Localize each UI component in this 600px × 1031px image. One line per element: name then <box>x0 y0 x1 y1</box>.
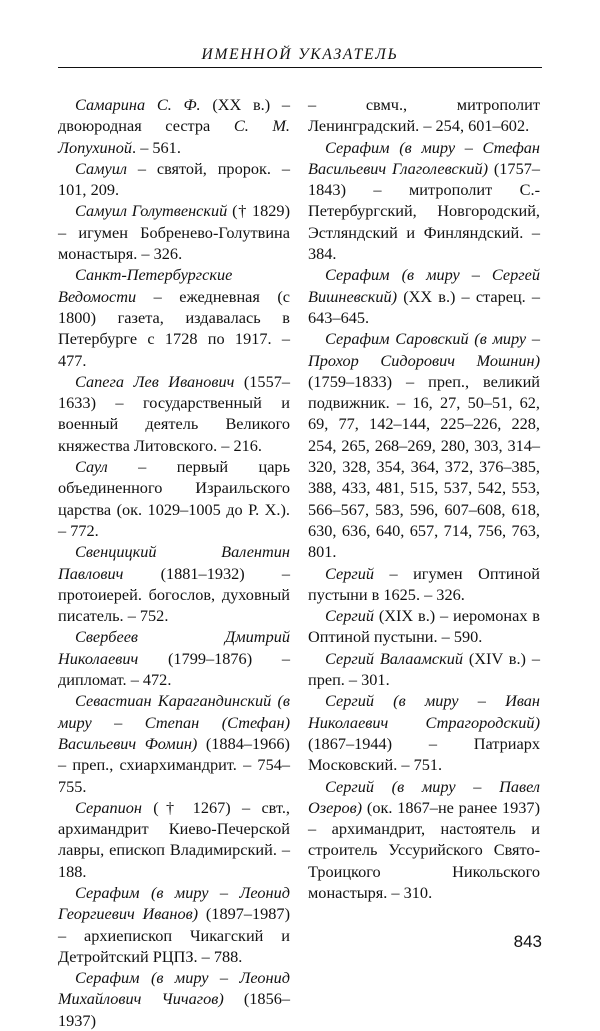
entry-text: – ежедневная (с 1800) газета, издавалась в Петербурге с 1728 по 1917. – 477. <box>58 286 290 370</box>
entry-text: († 1829) – игумен Бобренево-Голутвина монастыря. – 326. <box>58 201 290 264</box>
entry-name: Серапион <box>75 797 142 817</box>
running-header: ИМЕННОЙ УКАЗАТЕЛЬ <box>201 46 399 63</box>
entry-text: (1759–1833) – преп., великий подвижник. – 16, 27, 50–51, 62, 69, 77, 142–144, 225–226, 228, 254, 265, 268–269, 280, 303, 314–320, 328, 354, 364, 372, 376–385, 388, 433, 481, 515, 537, 542, 553, 566–567, 583, 596, 607–608, 618, 630, 636, 640, 657, 714, 756, 763, 801. <box>308 371 540 562</box>
entry-name: Сергий (в миру – Иван Николаевич Страгородский) <box>308 691 540 732</box>
index-entry <box>308 264 540 328</box>
entry-name: Серафим (в миру – Сергей Вишневский) <box>308 265 540 306</box>
entry-name: Сергий (в миру – Павел Озеров) <box>308 776 540 817</box>
index-entry <box>308 328 540 562</box>
entry-text: (1881–1932) – протоиерей. богослов, духовный писатель. – 752. <box>58 563 290 626</box>
index-entry <box>58 541 290 626</box>
entry-name: Самуил Голутвенский <box>75 201 228 221</box>
entry-text: (XIV в.) – преп. – 301. <box>308 648 540 690</box>
entry-text: (1867–1944) – Патриарх Московский. – 751. <box>308 733 540 775</box>
entry-name: Сергий Валаамский <box>325 648 464 668</box>
entry-text: (1856–1937) <box>58 989 290 1030</box>
entry-name: Серафим (в миру – Леонид Георгиевич Иванов) <box>58 882 290 924</box>
index-entry <box>58 456 290 541</box>
index-entry <box>308 690 540 775</box>
entry-name: Сергий <box>325 606 374 626</box>
index-entry <box>58 882 290 967</box>
index-entry <box>58 690 290 796</box>
index-entry <box>308 648 540 691</box>
entry-name: Саул <box>75 457 108 477</box>
entry-text: (ок. 1867–не ранее 1937) – архимандрит, настоятель и строитель Уссурийского Свято-Троицкого Никольского монастыря. – 310. <box>308 797 540 902</box>
index-entry <box>58 200 290 264</box>
index-entry <box>308 563 540 606</box>
entry-text: (1884–1966) – преп., схиархимандрит. – 754–755. <box>58 733 290 796</box>
header-rule <box>58 67 542 68</box>
entry-text: – игумен Оптиной пустыни в 1625. – 326. <box>308 563 540 604</box>
entry-text: – свмч., митрополит Ленинградский. – 254, 601–602. <box>308 95 540 136</box>
index-entry <box>308 605 540 648</box>
entry-name: Самуил <box>75 158 127 178</box>
entry-name: Серафим (в миру – Стефан Васильевич Глаголевский) <box>308 137 540 178</box>
entry-name: Сапега Лев Иванович <box>75 371 235 391</box>
page-number: 843 <box>513 932 542 951</box>
index-entry-continued <box>308 94 540 137</box>
entry-name: Свербеев Дмитрий Николаевич <box>58 627 290 668</box>
entry-text: – святой, пророк. – 101, 209. <box>58 158 290 200</box>
entry-text: († 1267) – свт., архимандрит Киево-Печерской лавры, епископ Владимирский. – 188. <box>58 797 290 881</box>
entry-text: (XIX в.) – иеромонах в Оптиной пустыни. – 590. <box>308 606 540 647</box>
index-entry <box>58 264 290 370</box>
index-entry <box>58 797 290 882</box>
entry-name: Свенцицкий Валентин Павлович <box>58 542 290 583</box>
entry-name: Серафим (в миру – Леонид Михайлович Чичагов) <box>58 968 290 1009</box>
entry-text: (1897–1987) – архиепископ Чикагский и Детройтский РЦПЗ. – 788. <box>58 904 290 966</box>
entry-name: С. М. Лопухиной <box>58 116 290 157</box>
entry-name: Сергий <box>325 563 374 583</box>
index-entry <box>308 776 540 904</box>
entry-text: (XX в.) – двоюродная сестра <box>58 95 290 136</box>
left-column <box>58 94 290 1031</box>
index-entry <box>58 94 290 158</box>
right-column <box>308 94 540 903</box>
index-entry <box>58 371 290 456</box>
entry-text: (1799–1876) – дипломат. – 472. <box>58 648 290 690</box>
entry-name: Санкт-Петербургские Ведомости <box>58 265 233 306</box>
index-entry <box>308 137 540 265</box>
entry-text: (1757–1843) – митрополит С.-Петербургский, Новгородский, Эстляндский и Финляндский. – 384. <box>308 158 540 264</box>
index-entry <box>58 626 290 690</box>
entry-text: (1557–1633) – государственный и военный деятель Великого княжества Литовского. – 216. <box>58 371 290 455</box>
entry-name: Севастиан Карагандинский (в миру – Степан (Стефан) Васильевич Фомин) <box>58 691 290 753</box>
entry-text: – первый царь объединенного Израильского царства (ок. 1029–1005 до Р. Х.). – 772. <box>58 457 290 540</box>
index-entry <box>58 158 290 201</box>
entry-name: Самарина С. Ф. <box>75 95 201 114</box>
entry-text: (XX в.) – старец. – 643–645. <box>308 286 540 327</box>
entry-name: Серафим Саровский (в миру – Прохор Сидорович Мошнин) <box>308 329 540 370</box>
index-entry <box>58 967 290 1031</box>
entry-text: . – 561. <box>132 137 181 157</box>
